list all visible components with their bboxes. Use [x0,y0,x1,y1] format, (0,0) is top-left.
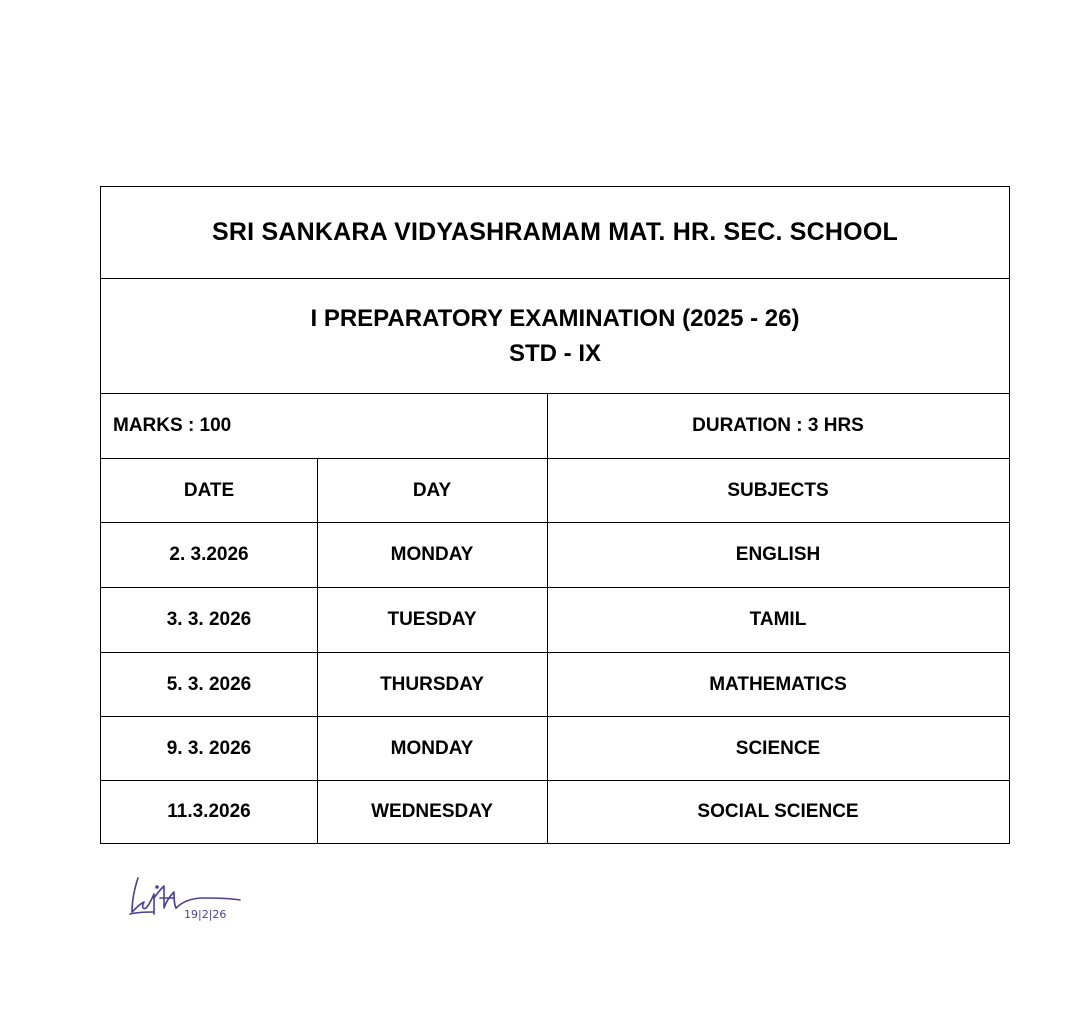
row-day: WEDNESDAY [371,801,493,822]
row-day: TUESDAY [387,609,477,630]
row-subject: ENGLISH [735,544,821,565]
table-row [101,717,1009,781]
row-day: MONDAY [390,737,474,759]
exam-title-row [101,279,1009,394]
duration-label: DURATION : 3 HRS [692,415,864,436]
row-subject: SOCIAL SCIENCE [697,801,859,822]
standard-label: STD - IX [508,340,601,367]
row-day: MONDAY [390,544,474,565]
row-date: 3. 3. 2026 [166,609,252,630]
exam-title-block [101,279,1009,393]
row-date: 9. 3. 2026 [166,737,252,759]
signature-image [124,868,249,928]
row-subject: MATHEMATICS [709,673,847,695]
row-subject: SCIENCE [735,737,821,759]
table-row [101,523,1009,588]
exam-timetable [100,186,1010,844]
signature-date: 19|2|26 [184,908,227,921]
column-header-day: DAY [412,479,452,501]
school-name: SRI SANKARA VIDYASHRAMAM MAT. HR. SEC. SCHOOL [212,218,898,246]
table-row [101,781,1009,843]
row-date: 11.3.2026 [167,801,251,822]
row-day: THURSDAY [380,673,484,695]
row-date: 5. 3. 2026 [166,673,252,695]
marks-duration-row [101,394,1009,459]
school-row [101,187,1009,279]
exam-title: I PREPARATORY EXAMINATION (2025 - 26) [310,305,800,332]
marks-label: MARKS : 100 [113,415,232,436]
column-header-subjects: SUBJECTS [727,479,829,501]
table-row [101,653,1009,717]
row-date: 2. 3.2026 [169,544,249,565]
column-header-date: DATE [183,479,235,501]
row-subject: TAMIL [749,609,807,630]
table-header-row [101,459,1009,523]
table-row [101,588,1009,653]
